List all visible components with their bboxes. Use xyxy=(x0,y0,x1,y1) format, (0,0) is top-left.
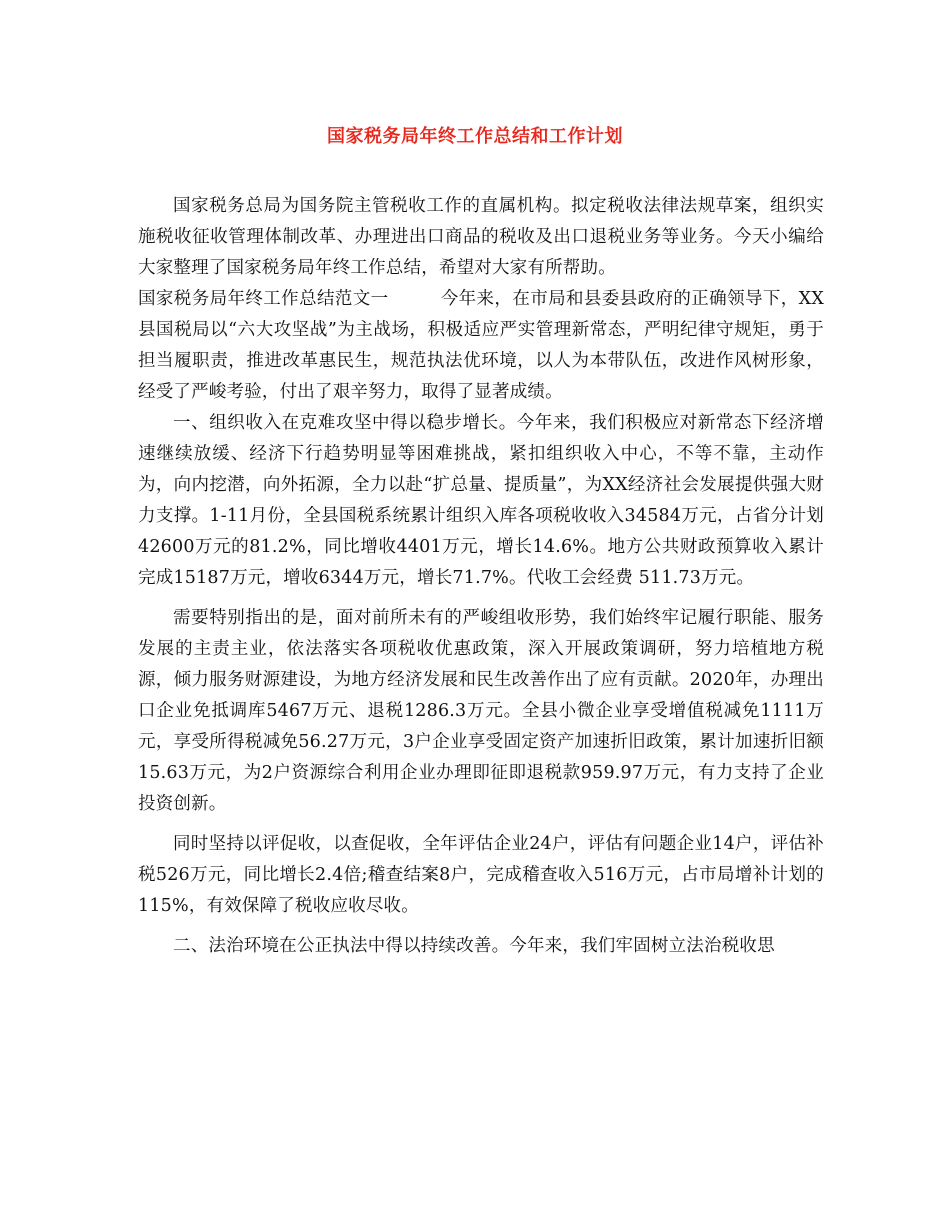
sample-lead-text: 今年来，在市局和县委县政府的正确领导下，XX县国税局以“六大攻坚战”为主战场，积极适应严实管理新常态，严明纪律守规矩，勇于担当履职责，推进改革惠民生，规范执法优环境，以人为本带队伍，改进作风树形象，经受了严峻考验，付出了艰辛努力，取得了显著成绩。 xyxy=(138,289,824,402)
special-note-paragraph: 需要特别指出的是，面对前所未有的严峻组收形势，我们始终牢记履行职能、服务发展的主责主业，依法落实各项税收优惠政策，深入开展政策调研，努力培植地方税源，倾力服务财源建设，为地方经济发展和民生改善作出了应有贡献。2020年，办理出口企业免抵调库5467万元、退税1286.3万元。全县小微企业享受增值税减免1111万元，享受所得税减免56.27万元，3户企业享受固定资产加速折旧政策，累计加速折旧额15.63万元，为2户资源综合利用企业办理即征即退税款959.97万元，有力支持了企业投资创新。 xyxy=(138,608,824,814)
document-body xyxy=(138,191,824,962)
intro-paragraph: 国家税务总局为国务院主管税收工作的直属机构。拟定税收法律法规草案，组织实施税收征收管理体制改革、办理进出口商品的税收及出口退税业务等业务。今天小编给大家整理了国家税务局年终工作总结，希望对大家有所帮助。 xyxy=(138,196,824,278)
sample-paragraph xyxy=(138,284,824,408)
section-2-paragraph: 二、法治环境在公正执法中得以持续改善。今年来，我们牢固树立法治税收思 xyxy=(173,936,775,956)
review-paragraph: 同时坚持以评促收，以查促收，全年评估企业24户，评估有问题企业14户，评估补税526万元，同比增长2.4倍;稽查结案8户，完成稽查收入516万元，占市局增补计划的115%，有效保障了税收应收尽收。 xyxy=(138,834,824,916)
sample-heading: 国家税务局年终工作总结范文一 xyxy=(138,289,389,309)
section-1-paragraph: 一、组织收入在克难攻坚中得以稳步增长。今年来，我们积极应对新常态下经济增速继续放缓、经济下行趋势明显等困难挑战，紧扣组织收入中心，不等不靠，主动作为，向内挖潜，向外拓源，全力以赴“扩总量、提质量”，为XX经济社会发展提供强大财力支撑。1-11月份，全县国税系统累计组织入库各项税收收入34584万元，占省分计划42600万元的81.2%，同比增收4401万元，增长14.6%。地方公共财政预算收入累计完成15187万元，增收6344万元，增长71.7%。代收工会经费 511.73万元。 xyxy=(138,413,824,588)
document-title: 国家税务局年终工作总结和工作计划 xyxy=(327,126,623,147)
